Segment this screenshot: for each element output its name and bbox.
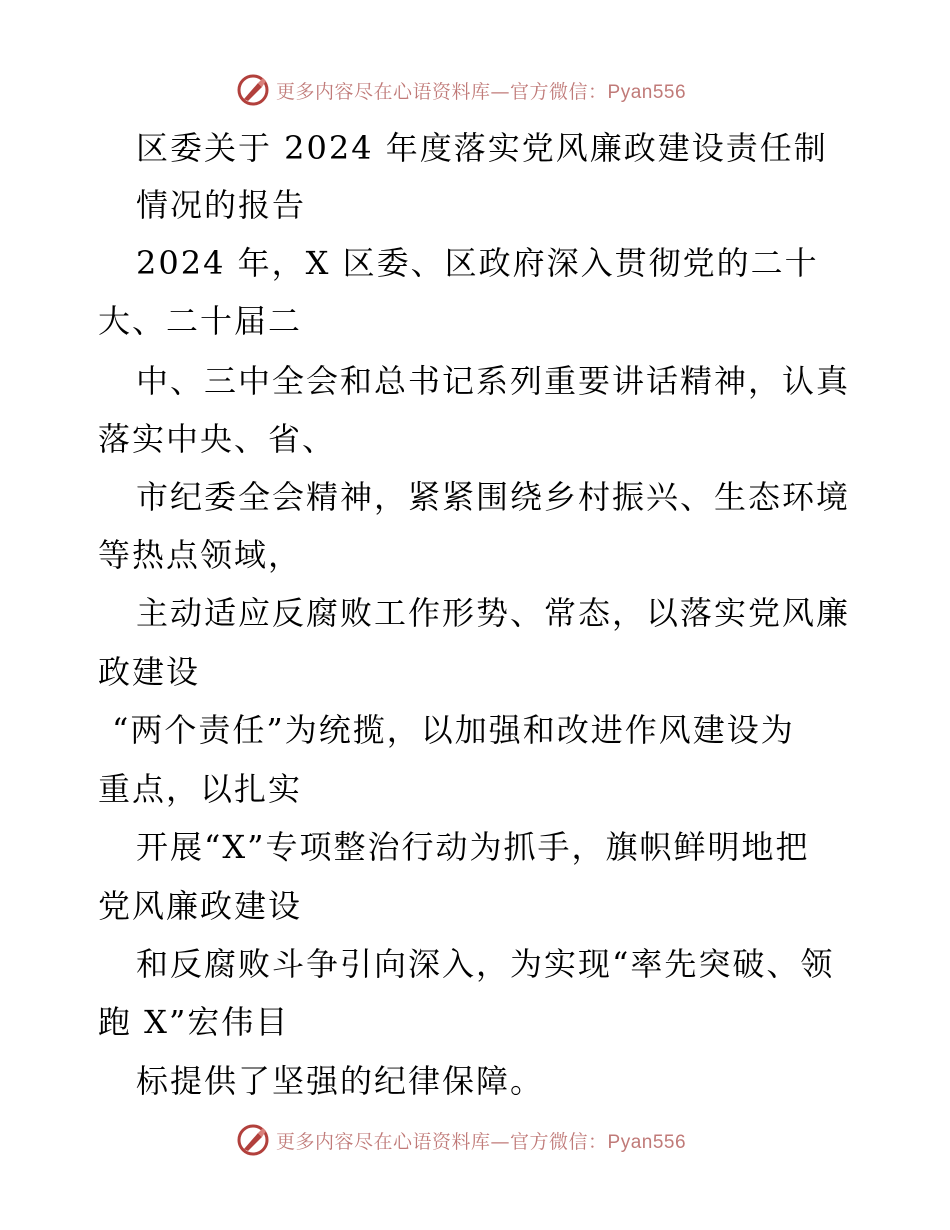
title-line-2: 情况的报告: [136, 186, 307, 224]
paragraph-line: 中、三中全会和总书记系列重要讲话精神，认真: [136, 362, 851, 400]
paragraph-line: 政建设: [98, 653, 201, 691]
pen-logo-icon: [236, 73, 270, 107]
paragraph-line: 开展“X”专项整治行动为抓手，旗帜鲜明地把: [136, 828, 810, 866]
paragraph-line: 标提供了坚强的纪律保障。: [136, 1062, 545, 1100]
paragraph-line: 市纪委全会精神，紧紧围绕乡村振兴、生态环境: [136, 478, 851, 516]
paragraph-line: 和反腐败斗争引向深入，为实现“率先突破、领: [136, 945, 835, 983]
paragraph-line: 党风廉政建设: [98, 887, 303, 925]
title-line-1: 区委关于 2024 年度落实党风廉政建设责任制: [136, 129, 828, 167]
footer-banner-text: 更多内容尽在心语资料库—官方微信：Pyan556: [276, 1130, 687, 1153]
paragraph-line: 重点，以扎实: [98, 770, 303, 808]
paragraph-line: “两个责任”为统揽，以加强和改进作风建设为: [112, 711, 795, 749]
paragraph-line: 落实中央、省、: [98, 420, 337, 458]
paragraph-line: 跑 X”宏伟目: [98, 1003, 290, 1041]
paragraph-line: 主动适应反腐败工作形势、常态，以落实党风廉: [136, 594, 851, 632]
footer-banner: [236, 1120, 686, 1160]
header-banner-text: 更多内容尽在心语资料库—官方微信：Pyan556: [276, 80, 687, 103]
header-banner: [236, 70, 686, 110]
pen-logo-icon: [236, 1123, 270, 1157]
paragraph-line: 2024 年，X 区委、区政府深入贯彻党的二十: [136, 244, 819, 282]
paragraph-line: 等热点领域，: [98, 536, 303, 574]
paragraph-line: 大、二十届二: [98, 302, 303, 340]
